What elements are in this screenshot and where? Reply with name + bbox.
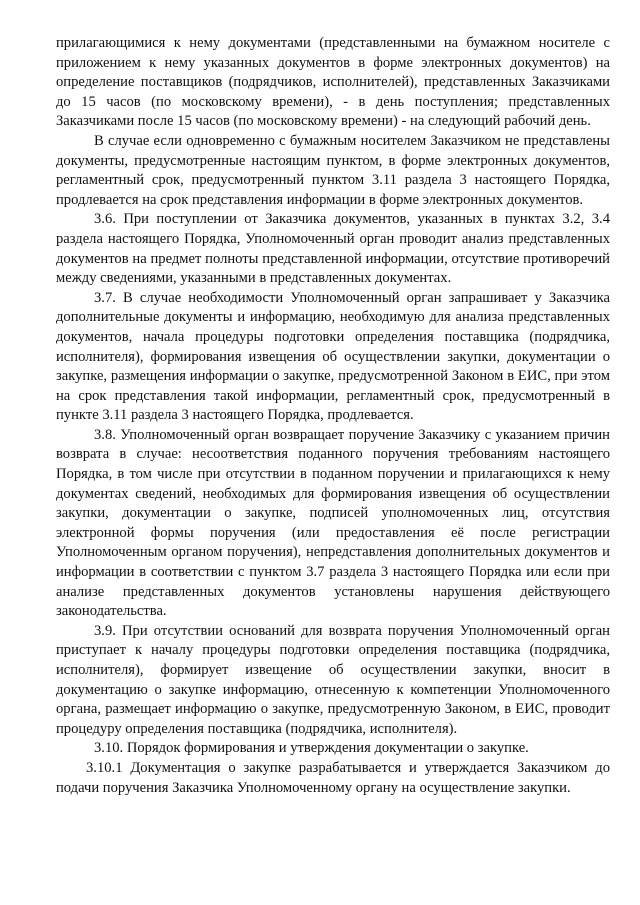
paragraph-3-7: 3.7. В случае необходимости Уполномоченный орган запрашивает у Заказчика дополнительные документы и информацию, необходимую для анализа представленных документов, начала процедуры подготовки определения поставщика (подрядчика, исполнителя), формирования извещения об осуществлении закупки, документации о закупке, размещения информации о закупке, предусмотренной Законом в ЕИС, при этом на срок представления такой информации, регламентный срок, предусмотренный в пункте 3.11 раздела 3 настоящего Порядка, продлевается. xyxy=(56,289,610,424)
paragraph-3-6: 3.6. При поступлении от Заказчика документов, указанных в пунктах 3.2, 3.4 раздела настоящего Порядка, Уполномоченный орган проводит анализ представленных документов на предмет полноты представленной информации, отсутствие противоречий между сведениями, указанными в представленных документах. xyxy=(56,211,610,287)
paragraph-continuation: прилагающимися к нему документами (представленными на бумажном носителе с приложением к нему указанных документов в форме электронных документов) на определение поставщиков (подрядчиков, исполнителей), представленных Заказчиками до 15 часов (по московскому времени), - в день поступления; представленных Заказчиками после 15 часов (по московскому времени) - на следующий рабочий день. xyxy=(56,35,610,130)
paragraph-3-10: 3.10. Порядок формирования и утверждения документации о закупке. xyxy=(94,740,529,757)
paragraph-3-10-1: 3.10.1 Документация о закупке разрабатывается и утверждается Заказчиком до подачи поручения Заказчика Уполномоченному органу на осуществление закупки. xyxy=(56,759,610,796)
paragraph-3-8: 3.8. Уполномоченный орган возвращает поручение Заказчику с указанием причин возврата в случае: несоответствия поданного поручения требованиям настоящего Порядка, в том числе при отсутствии в поданном поручении и прилагающихся к нему документах сведений, необходимых для формирования извещения об осуществлении закупки, документации о закупке, подписей уполномоченных лиц, отсутствия электронной формы поручения (или предоставления её после регистрации Уполномоченным органом поручения), непредставления дополнительных документов и информации в соответствии с пунктом 3.7 раздела 3 настоящего Порядка или если при анализе представленных документов установлены нарушения действующего законодательства. xyxy=(56,426,610,620)
paragraph-3-9: 3.9. При отсутствии оснований для возврата поручения Уполномоченный орган приступает к началу процедуры подготовки определения поставщика (подрядчика, исполнителя), формирует извещение об осуществлении закупки, вносит в документацию о закупке информацию, отнесенную к компетенции Уполномоченного органа, размещает информацию о закупке, предусмотренную Законом, в ЕИС, проводит процедуру определения поставщика (подрядчика, исполнителя). xyxy=(56,622,610,737)
paragraph-electronic-docs: В случае если одновременно с бумажным носителем Заказчиком не представлены документы, предусмотренные настоящим пунктом, в форме электронных документов, регламентный срок, предусмотренный пунктом 3.11 раздела 3 настоящего Порядка, продлевается на срок представления информации в форме электронных документов. xyxy=(56,132,610,208)
